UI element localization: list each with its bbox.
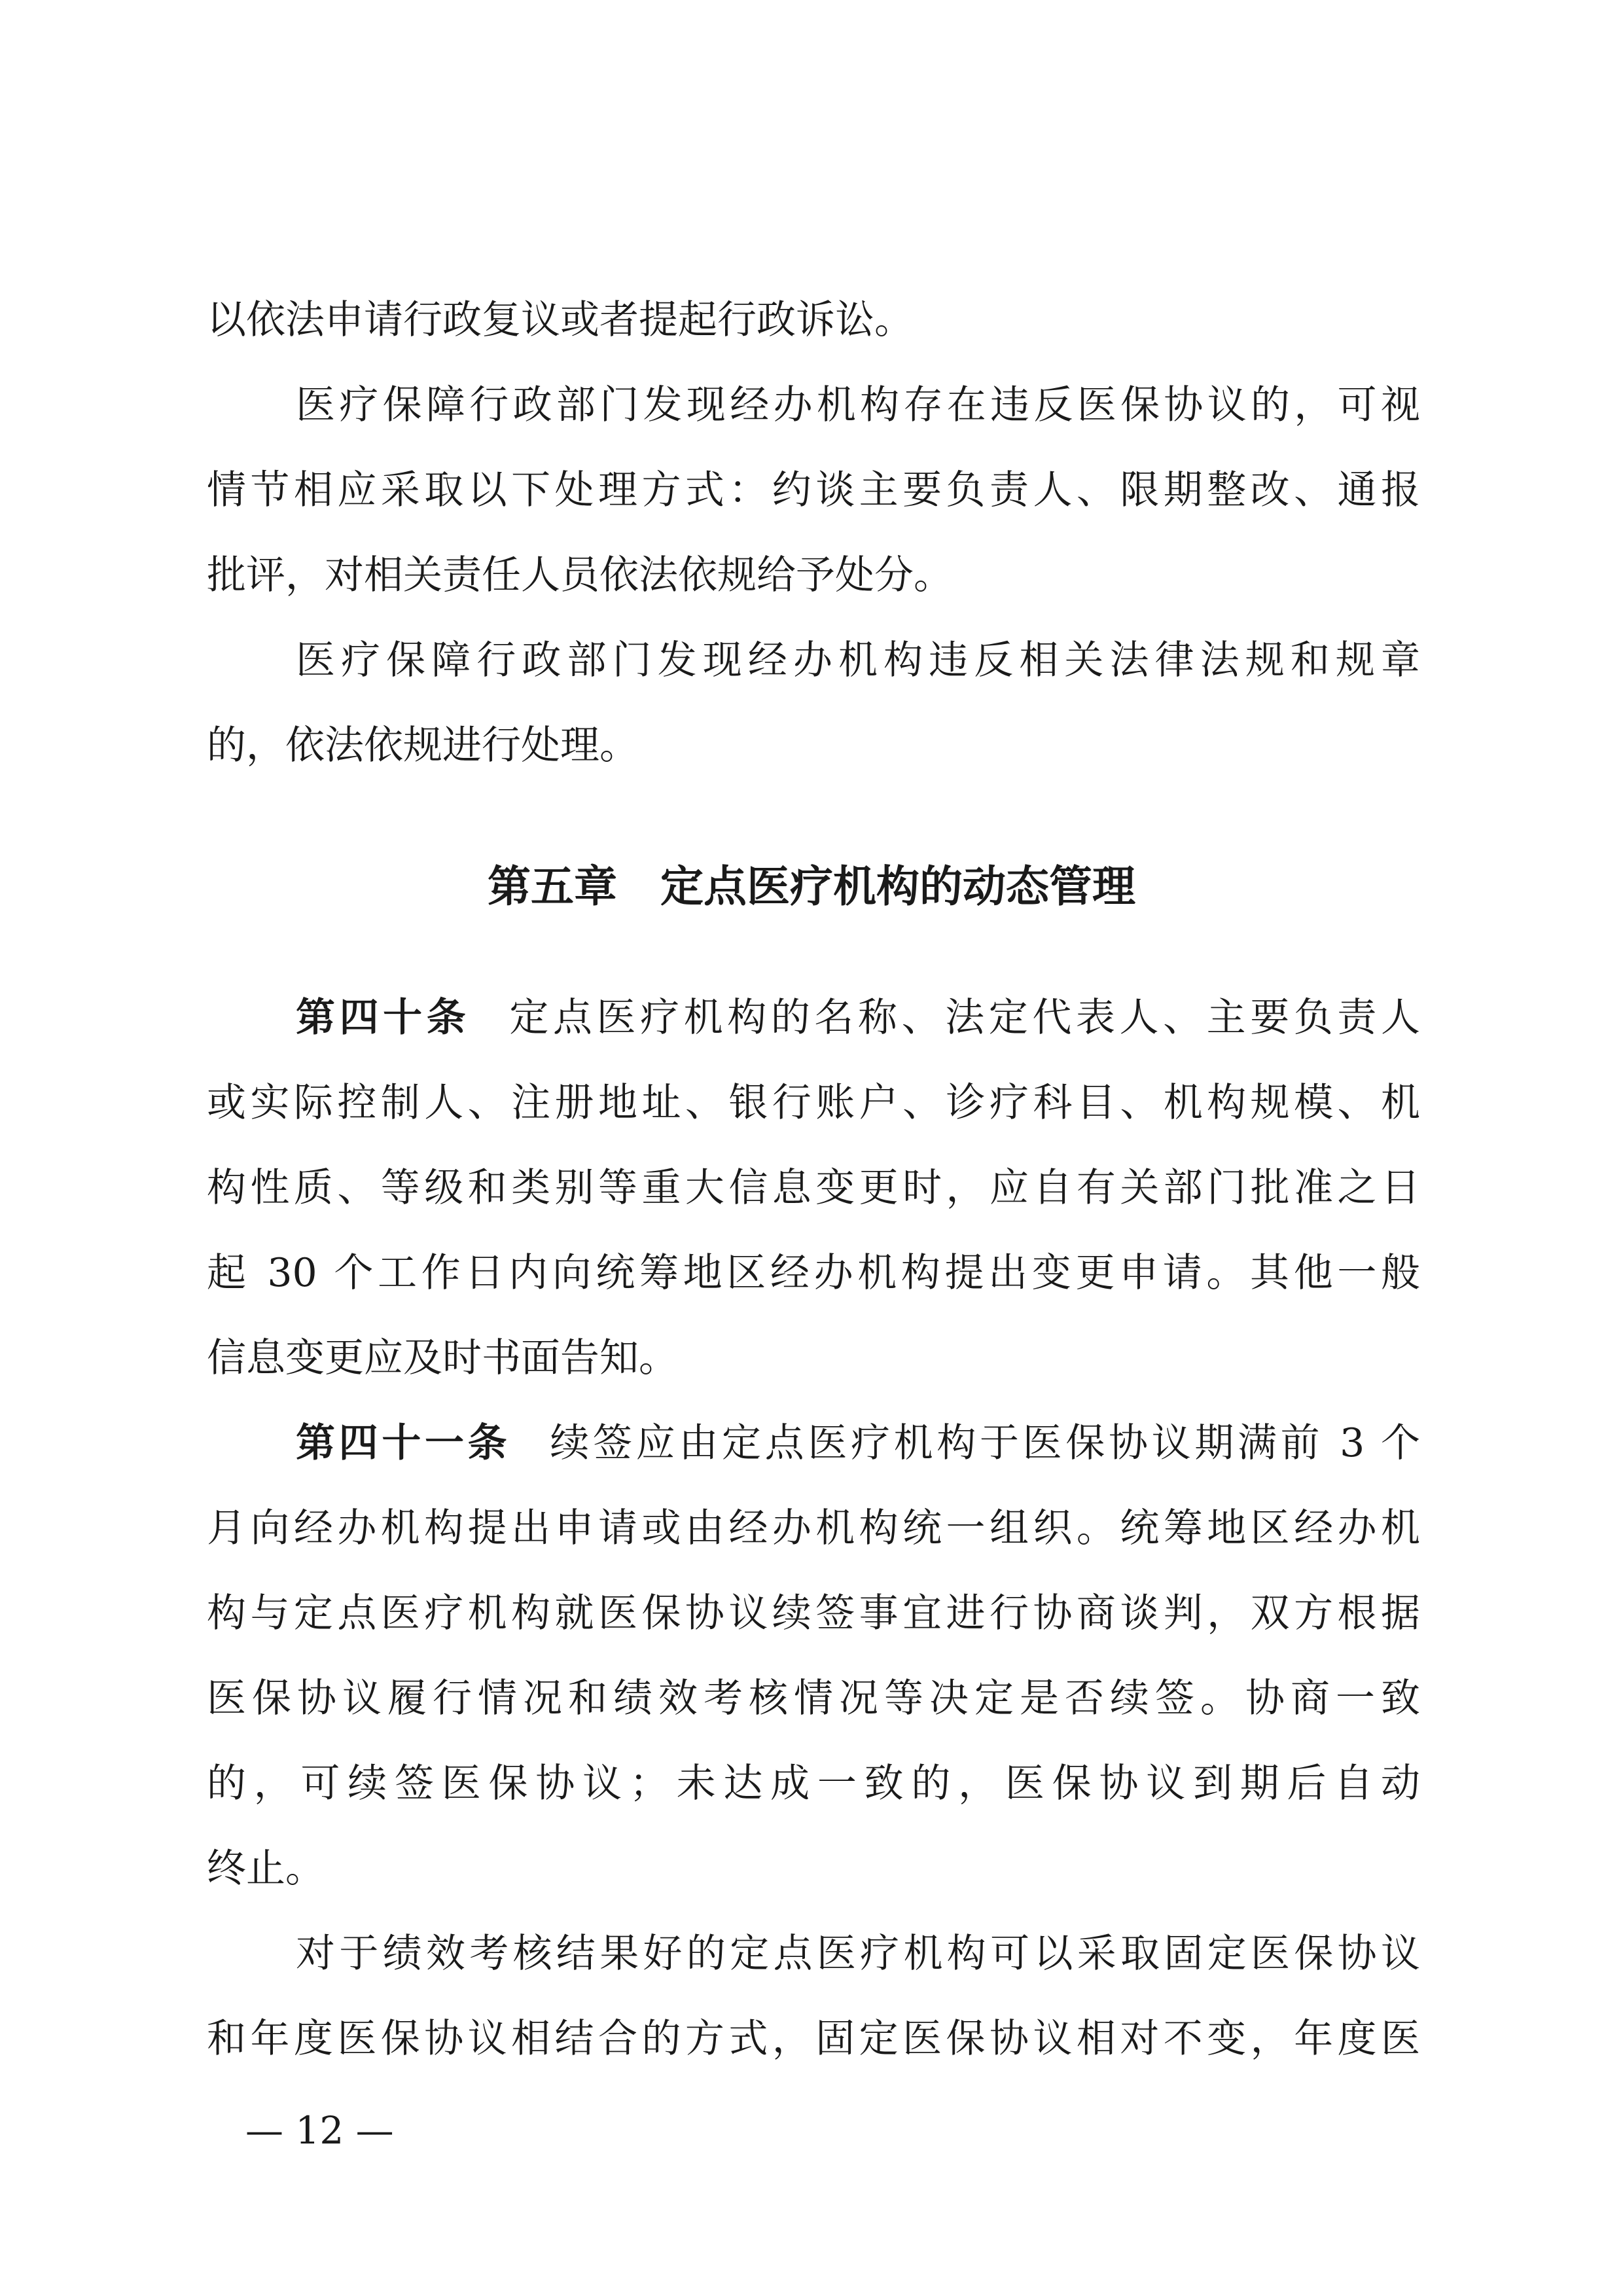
article-text: 定点医疗机构的名称、法定代表人、主要负责人	[509, 995, 1421, 1041]
paragraph-line: 医疗保障行政部门发现经办机构违反相关法律法规和规章	[296, 637, 1420, 683]
paragraph-line: 月向经办机构提出申请或由经办机构统一组织。统筹地区经办机	[207, 1505, 1420, 1551]
paragraph-line: 的，可续签医保协议；未达成一致的，医保协议到期后自动	[207, 1761, 1420, 1806]
paragraph-line: 情节相应采取以下处理方式：约谈主要负责人、限期整改、通报	[207, 467, 1420, 513]
paragraph-line: 以依法申请行政复议或者提起行政诉讼。	[207, 297, 914, 343]
paragraph-line: 医疗保障行政部门发现经办机构存在违反医保协议的，可视	[296, 382, 1420, 428]
chapter-heading: 第五章 定点医疗机构的动态管理	[488, 861, 1135, 912]
article-first-line	[296, 1401, 1420, 1486]
article-text: 续签应由定点医疗机构于医保协议期满前 3 个	[550, 1420, 1420, 1466]
article-number: 第四十一条	[296, 1420, 511, 1466]
paragraph-line: 信息变更应及时书面告知。	[207, 1335, 678, 1381]
page-number: — 12 —	[245, 2108, 394, 2153]
paragraph-line: 批评，对相关责任人员依法依规给予处分。	[207, 552, 953, 598]
paragraph-line: 或实际控制人、注册地址、银行账户、诊疗科目、机构规模、机	[207, 1080, 1420, 1126]
paragraph-line: 终止。	[207, 1846, 325, 1892]
paragraph-line: 构性质、等级和类别等重大信息变更时，应自有关部门批准之日	[207, 1165, 1420, 1211]
article-first-line	[296, 975, 1420, 1060]
article-number: 第四十条	[296, 995, 471, 1041]
paragraph-line: 医保协议履行情况和绩效考核情况等决定是否续签。协商一致	[207, 1676, 1420, 1721]
paragraph-line: 和年度医保协议相结合的方式，固定医保协议相对不变，年度医	[207, 2016, 1420, 2062]
paragraph-line: 的，依法依规进行处理。	[207, 723, 639, 768]
paragraph-line: 构与定点医疗机构就医保协议续签事宜进行协商谈判，双方根据	[207, 1590, 1420, 1636]
paragraph-line: 对于绩效考核结果好的定点医疗机构可以采取固定医保协议	[296, 1931, 1420, 1977]
paragraph-line: 起 30 个工作日内向统筹地区经办机构提出变更申请。其他一般	[207, 1250, 1420, 1296]
